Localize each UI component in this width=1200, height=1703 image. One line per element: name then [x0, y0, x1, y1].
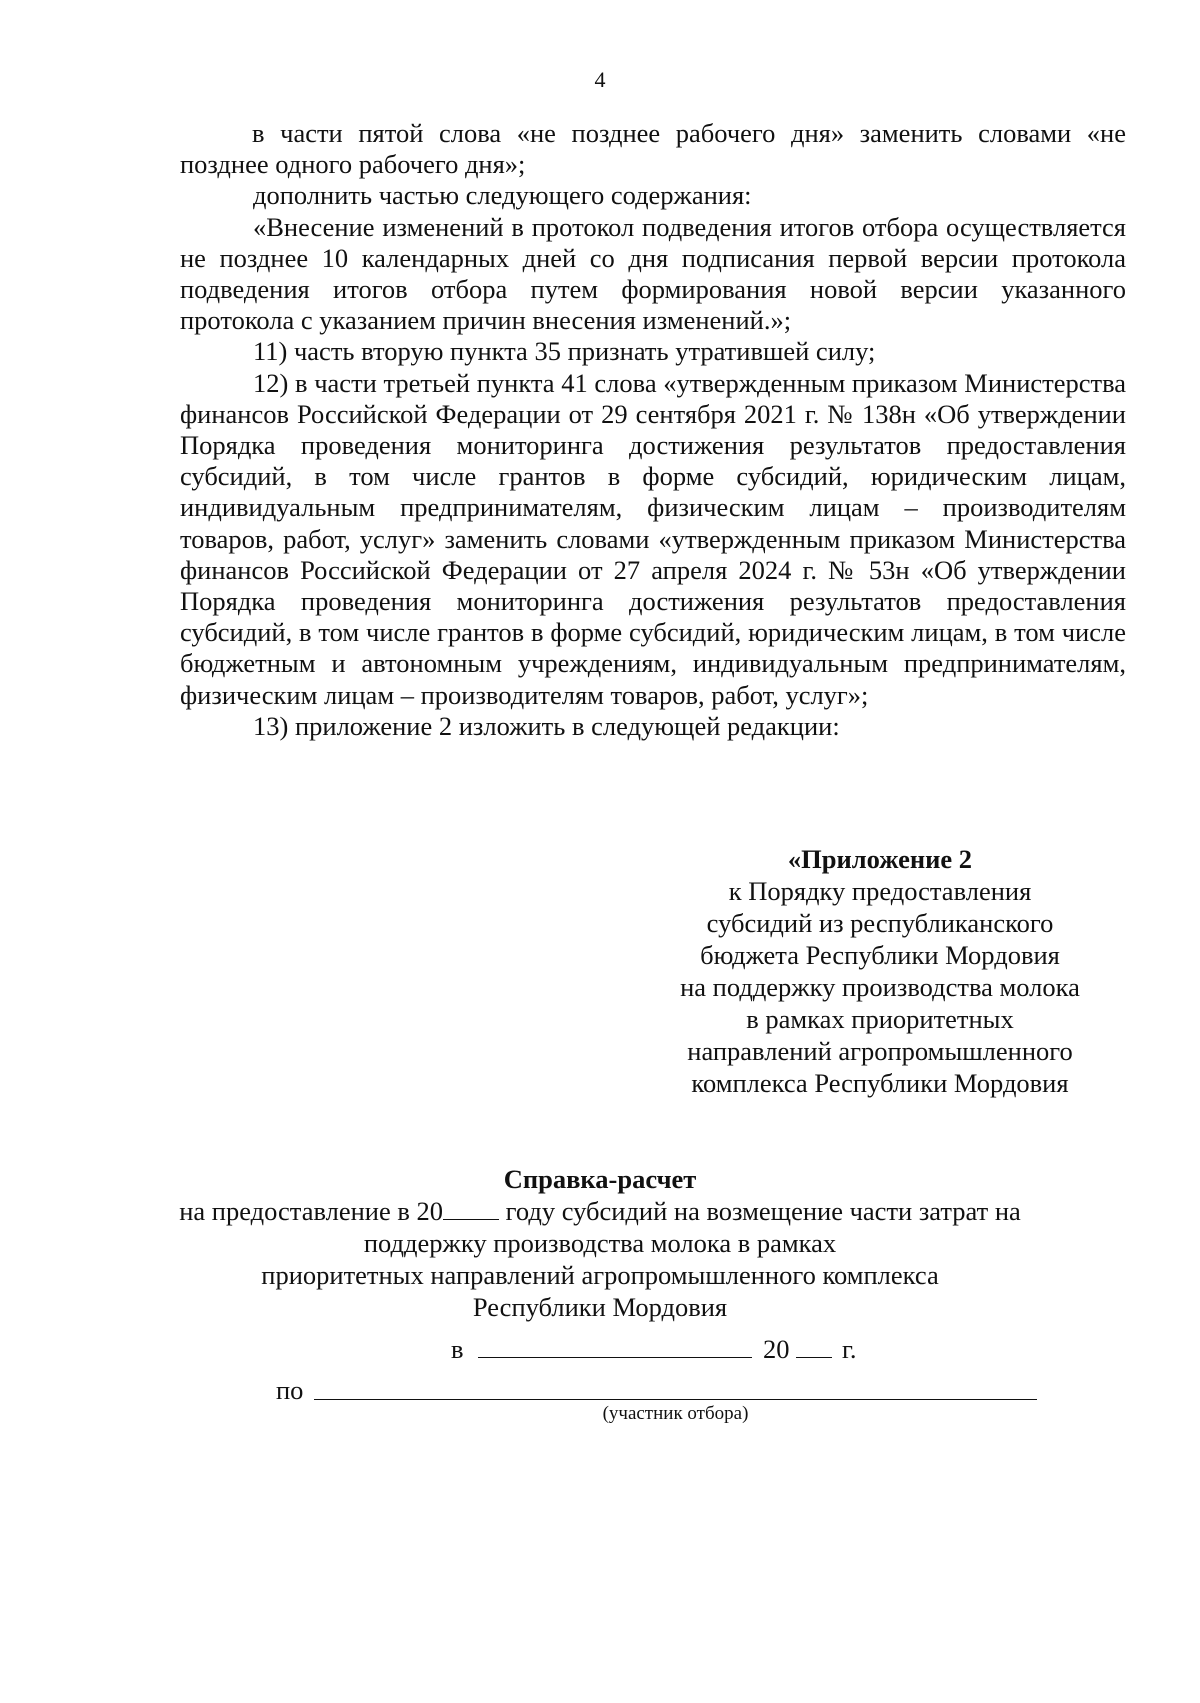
- paragraph-2: дополнить частью следующего содержания:: [253, 180, 752, 211]
- spravka-line-4: Республики Мордовия: [472, 1292, 728, 1322]
- month-blank: [478, 1357, 752, 1358]
- paragraph-5: 12) в части третьей пункта 41 слова «утвержденным приказом Министерства финансов Российской Федерации от 29 сентября 2021 г. № 138н «Об утверждении Порядка проведения мониторинга достижения результатов предоставления субсидий, в том числе грантов в форме субсидий, юридическим лицам, индивидуальным предпринимателям, физическим лицам – производителям товаров, работ, услуг» заменить словами «утвержденным приказом Министерства финансов Российской Федерации от 27 апреля 2024 г. № 53н «Об утверждении Порядка проведения мониторинга достижения результатов предоставления субсидий, в том числе грантов в форме субсидий, юридическим лицам, в том числе бюджетным и автономным учреждениям, индивидуальным предпринимателям, физическим лицам – производителям товаров, работ, услуг»;: [180, 367, 1126, 710]
- participant-blank: [314, 1399, 1037, 1400]
- appendix-line: направлений агропромышленного: [687, 1036, 1073, 1066]
- year-blank: [443, 1197, 499, 1220]
- spravka-title: Справка-расчет: [503, 1164, 697, 1194]
- date-prefix: в: [451, 1334, 464, 1364]
- appendix-line: бюджета Республики Мордовия: [700, 940, 1060, 970]
- appendix-title: «Приложение 2: [787, 844, 973, 874]
- spravka-line-1-end: году субсидий на возмещение части затрат на: [505, 1196, 1021, 1226]
- page-number: 4: [594, 67, 606, 92]
- date-suffix: г.: [842, 1334, 857, 1364]
- participant-prefix: по: [276, 1375, 304, 1405]
- body-text: [180, 118, 1126, 742]
- spravka-line-2: поддержку производства молока в рамках: [363, 1228, 837, 1258]
- appendix-line: комплекса Республики Мордовия: [691, 1068, 1069, 1098]
- appendix-heading: [640, 843, 1120, 1099]
- date-line: [0, 1333, 1200, 1365]
- paragraph-3: «Внесение изменений в протокол подведения итогов отбора осуществляется не позднее 10 календарных дней со дня подписания первой версии протокола подведения итогов отбора путем формирования новой версии указанного протокола с указанием причин внесения изменений.»;: [180, 211, 1126, 336]
- spravka-line-3: приоритетных направлений агропромышленного комплекса: [261, 1260, 939, 1290]
- spravka-line-1: [150, 1195, 1050, 1227]
- spravka-heading: [150, 1163, 1050, 1323]
- paragraph-1: в части пятой слова «не позднее рабочего дня» заменить словами «не позднее одного рабочего дня»;: [180, 118, 1126, 180]
- appendix-line: субсидий из республиканского: [706, 908, 1054, 938]
- paragraph-6: 13) приложение 2 изложить в следующей редакции:: [253, 710, 840, 741]
- year-suffix-blank: [796, 1357, 832, 1358]
- paragraph-4: 11) часть вторую пункта 35 признать утратившей силу;: [253, 336, 876, 367]
- appendix-line: в рамках приоритетных: [746, 1004, 1014, 1034]
- appendix-line: к Порядку предоставления: [728, 876, 1032, 906]
- date-year: 20: [763, 1334, 790, 1364]
- participant-caption: (участник отбора): [602, 1403, 749, 1424]
- spravka-line-1-start: на предоставление в 20: [179, 1196, 444, 1226]
- appendix-line: на поддержку производства молока: [680, 972, 1080, 1002]
